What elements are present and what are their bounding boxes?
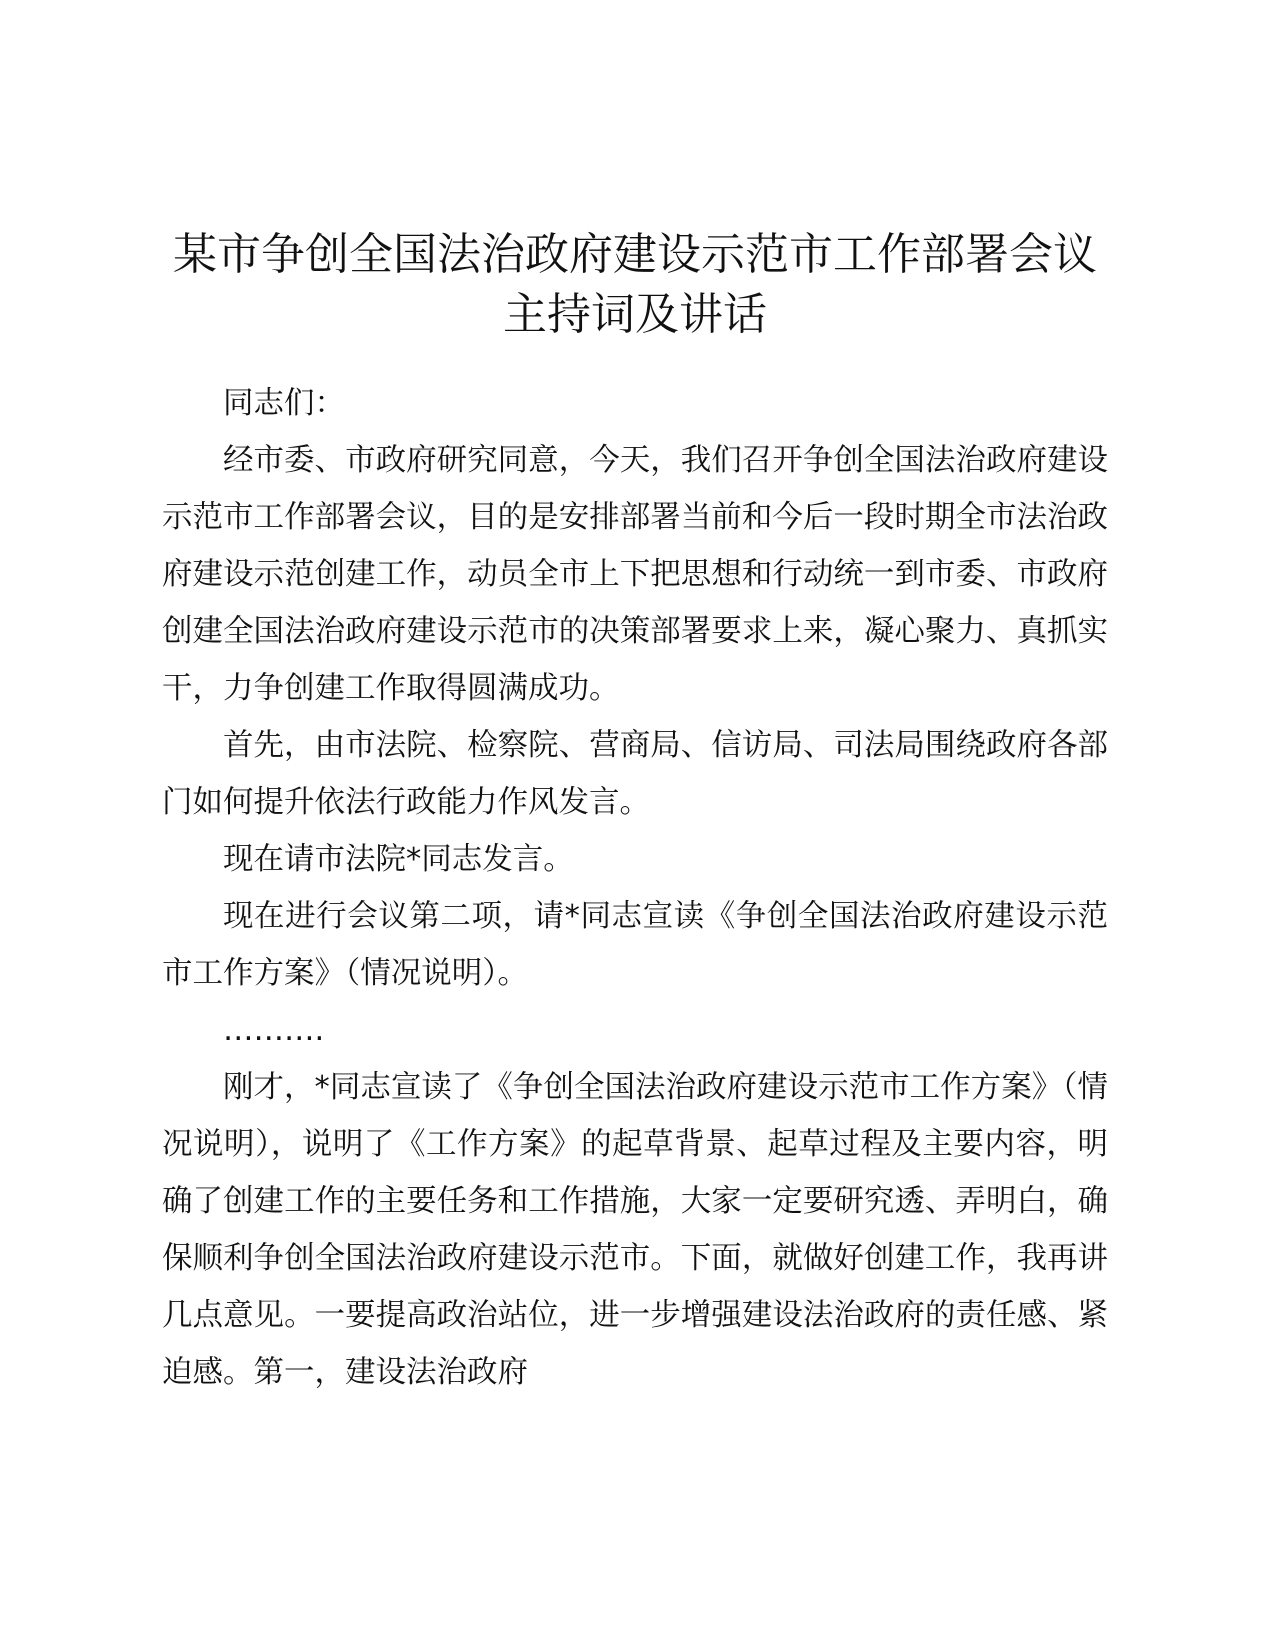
document-body xyxy=(162,375,1108,1401)
document-title: 某市争创全国法治政府建设示范市工作部署会议主持词及讲话 xyxy=(173,229,1097,340)
paragraph-opening: 经市委、市政府研究同意，今天，我们召开争创全国法治政府建设示范市工作部署会议，目的是安排部署当前和今后一段时期全市法治政府建设示范创建工作，动员全市上下把思想和行动统一到市委、市政府创建全国法治政府建设示范市的决策部署要求上来，凝心聚力、真抓实干，力争创建工作取得圆满成功。 xyxy=(162,443,1108,706)
paragraph-second-item: 现在进行会议第二项，请*同志宣读《争创全国法治政府建设示范市工作方案》（情况说明）。 xyxy=(162,899,1108,991)
paragraph-court-speech: 现在请市法院*同志发言。 xyxy=(223,842,574,877)
paragraph-speech: 刚才，*同志宣读了《争创全国法治政府建设示范市工作方案》（情况说明），说明了《工作方案》的起草背景、起草过程及主要内容，明确了创建工作的主要任务和工作措施，大家一定要研究透、弄明白，确保顺利争创全国法治政府建设示范市。下面，就做好创建工作，我再讲几点意见。一要提高政治站位，进一步增强建设法治政府的责任感、紧迫感。第一，建设法治政府 xyxy=(162,1070,1108,1390)
paragraph-greeting: 同志们： xyxy=(223,386,345,421)
paragraph-ellipsis: ………. xyxy=(223,1013,325,1048)
paragraph-first-item: 首先，由市法院、检察院、营商局、信访局、司法局围绕政府各部门如何提升依法行政能力作风发言。 xyxy=(162,728,1108,820)
